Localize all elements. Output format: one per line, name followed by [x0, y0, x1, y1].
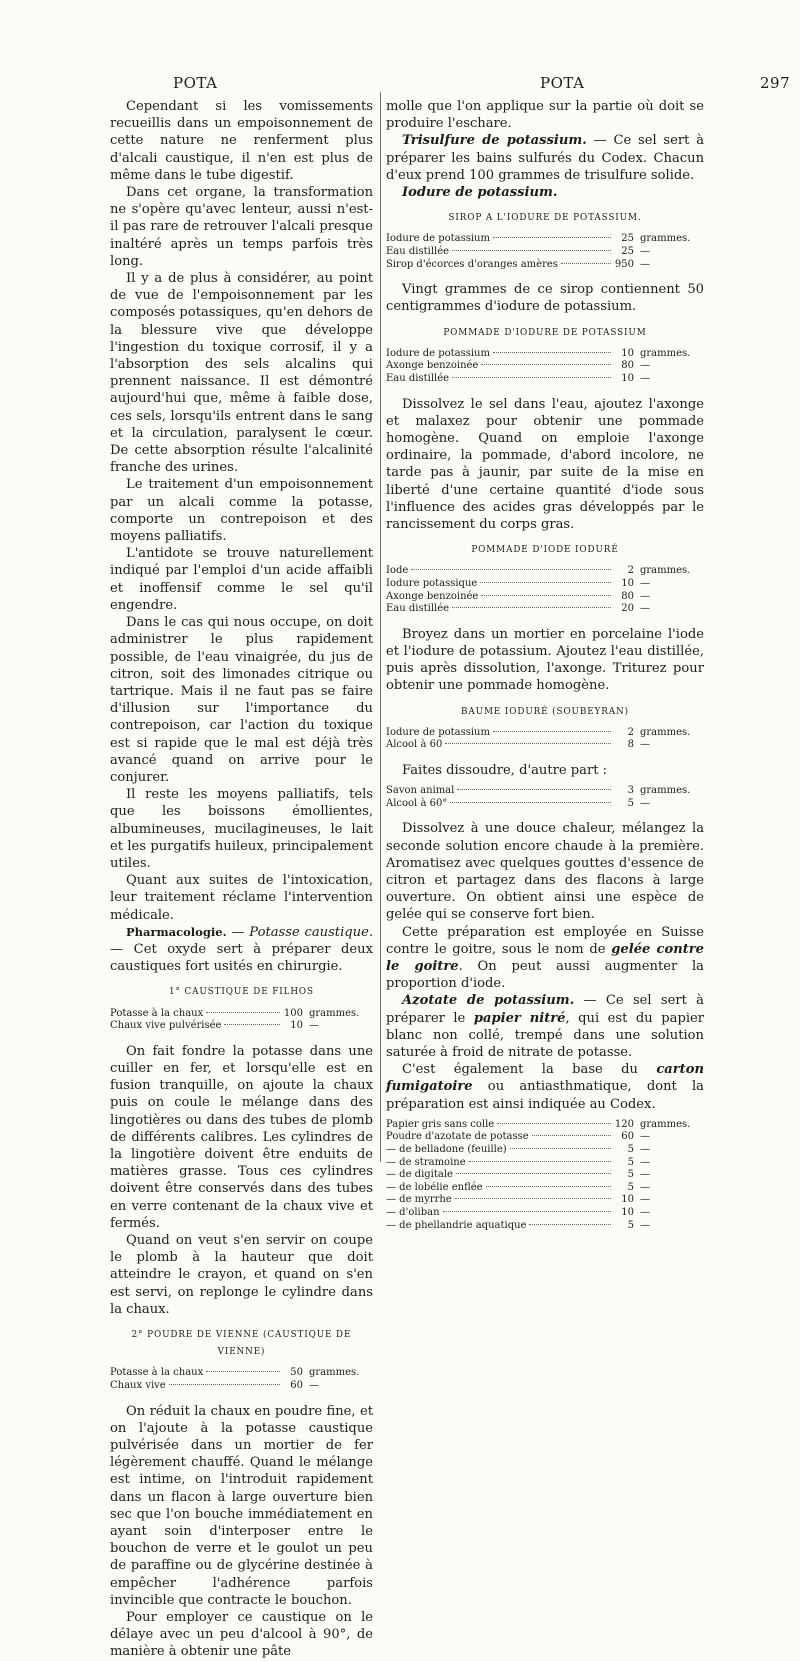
ingredient-quantity: 25: [621, 246, 634, 258]
recipe-row: [386, 798, 704, 811]
paragraph: molle que l'on applique sur la partie où doit se produire l'eschare.: [386, 99, 704, 132]
ingredient-unit: —: [640, 1156, 650, 1168]
recipe-row: [386, 1131, 704, 1144]
ingredient-name: Eau distillée: [386, 246, 450, 258]
ingredient-name: Potasse à la chaux: [110, 1007, 204, 1019]
leader-dots: [452, 250, 611, 251]
leader-dots: [493, 237, 611, 238]
paragraph: Broyez dans un mortier en porcelaine l'iode et l'iodure de potassium. Ajoutez l'eau distillée, puis après dissolution, l'axonge. Triturez pour obtenir une pommade homogène.: [386, 626, 704, 694]
recipe-table: [386, 565, 704, 615]
ingredient-quantity: 10: [621, 347, 634, 359]
ingredient-unit: —: [640, 1219, 650, 1231]
running-head-left: POTA: [173, 74, 218, 92]
ingredient-unit: —: [640, 590, 650, 602]
ingredient-unit: grammes.: [309, 1007, 360, 1019]
right-column: [386, 98, 704, 1242]
recipe-row: [110, 1008, 373, 1021]
leader-dots: [450, 802, 611, 803]
recipe-title: BAUME IODURÉ (SOUBEYRAN): [461, 706, 629, 717]
ingredient-quantity: 10: [621, 1207, 634, 1218]
recipe-table: [110, 1367, 373, 1392]
ingredient-quantity: 10: [290, 1020, 303, 1032]
recipe-row: [386, 1119, 704, 1132]
ingredient-quantity: 5: [627, 1219, 634, 1231]
emphasis: gelée contre le goitre: [386, 941, 704, 975]
running-head-center: POTA: [540, 74, 585, 92]
recipe-table: [386, 348, 704, 386]
section-label: Pharmacologie.: [126, 924, 227, 939]
leader-dots: [452, 607, 611, 608]
leader-dots: [480, 582, 611, 583]
recipe-row: [386, 739, 704, 752]
ingredient-name: Savon animal: [386, 785, 455, 797]
ingredient-name: — de myrrhe: [386, 1194, 452, 1206]
leader-dots: [510, 1148, 611, 1149]
ingredient-unit: —: [640, 360, 650, 372]
recipe-table: [386, 233, 704, 271]
ingredient-unit: grammes.: [309, 1367, 360, 1379]
leader-dots: [493, 731, 611, 732]
paragraph: Azotate de potassium. — Ce sel sert à préparer le papier nitré, qui est du papier blanc non collé, trempé dans une solution saturée à froid de nitrate de potasse.: [386, 993, 705, 1061]
ingredient-quantity: 10: [621, 1194, 634, 1206]
ingredient-name: Axonge benzoinée: [386, 360, 479, 372]
recipe-row: [386, 1157, 704, 1170]
leader-dots: [481, 364, 611, 365]
paragraph: Il reste les moyens palliatifs, tels que les boissons émollientes, albumineuses, mucilagineuses, le lait et les purgatifs huileux, principalement utiles.: [110, 787, 373, 871]
ingredient-unit: —: [640, 1207, 650, 1218]
ingredient-name: — de digitale: [386, 1169, 453, 1181]
recipe-row: [386, 1182, 704, 1195]
recipe-row: [386, 578, 704, 591]
paragraph: Faites dissoudre, d'autre part :: [402, 763, 608, 778]
leader-dots: [169, 1384, 280, 1385]
recipe-row: [386, 1144, 704, 1157]
leader-dots: [497, 1123, 611, 1124]
ingredient-unit: grammes.: [640, 347, 691, 359]
recipe-row: [386, 259, 704, 272]
leader-dots: [457, 789, 611, 790]
paragraph: Cette préparation est employée en Suisse contre le goitre, sous le nom de gelée contre le goitre. On peut aussi augmenter la proportion d'iode.: [386, 924, 704, 992]
ingredient-unit: grammes.: [640, 233, 691, 245]
ingredient-unit: —: [640, 373, 650, 384]
recipe-row: [386, 246, 704, 259]
leader-dots: [532, 1135, 611, 1136]
ingredient-name: — de phellandrie aquatique: [386, 1219, 527, 1231]
recipe-table: [110, 1008, 373, 1033]
leader-dots: [486, 1186, 611, 1187]
ingredient-name: Potasse à la chaux: [110, 1367, 204, 1379]
recipe-row: [386, 360, 704, 373]
paragraph: Trisulfure de potassium. — Ce sel sert à préparer les bains sulfurés du Codex. Chacun d'eux prend 100 grammes de trisulfure solide.: [386, 133, 704, 183]
ingredient-quantity: 60: [621, 1131, 634, 1143]
recipe-title: SIROP A L'IODURE DE POTASSIUM.: [448, 213, 642, 224]
ingredient-name: Eau distillée: [386, 603, 450, 615]
leader-dots: [206, 1012, 280, 1013]
section-title: Iodure de potassium.: [402, 185, 558, 201]
recipe-row: [110, 1367, 373, 1380]
ingredient-name: Iodure de potassium: [386, 347, 490, 359]
ingredient-unit: —: [640, 1169, 650, 1181]
section-title: Trisulfure de potassium.: [402, 133, 587, 149]
paragraph: Le traitement d'un empoisonnement par un alcali comme la potasse, comporte un contrepoison et des moyens palliatifs.: [110, 477, 373, 545]
ingredient-quantity: 950: [614, 258, 634, 270]
ingredient-name: Chaux vive pulvérisée: [110, 1020, 222, 1032]
column-divider: [380, 92, 381, 1162]
recipe-row: [386, 565, 704, 578]
leader-dots: [206, 1371, 280, 1372]
ingredient-name: Iodure de potassium: [386, 726, 490, 738]
recipe-row: [386, 591, 704, 604]
recipe-row: [386, 348, 704, 361]
paragraph: Dissolvez à une douce chaleur, mélangez la seconde solution encore chaude à la première. Aromatisez avec quelques gouttes d'essence de citron et partagez dans des flacons à large ouverture. On obtient ainsi une espèce de gelée qui se conserve fort bien.: [386, 821, 704, 923]
ingredient-name: Axonge benzoinée: [386, 590, 479, 602]
page-number: 297: [760, 74, 791, 92]
ingredient-quantity: 8: [627, 739, 634, 751]
paragraph: On réduit la chaux en poudre fine, et on l'ajoute à la potasse caustique pulvérisée dans un mortier de fer légèrement chauffé. Quand le mélange est intime, on l'introduit rapidement dans un flacon à large ouverture bien sec que l'on bouche immédiatement en ayant soin d'interposer entre le bouchon de verre et le goulot un peu de paraffine ou de glycérine destinée à empêcher l'adhérence parfois invincible que contracte le bouchon.: [110, 1403, 373, 1608]
ingredient-unit: —: [640, 258, 650, 270]
ingredient-quantity: 5: [627, 797, 634, 809]
ingredient-unit: —: [640, 1131, 650, 1143]
ingredient-unit: —: [640, 739, 650, 751]
ingredient-quantity: 5: [627, 1156, 634, 1168]
paragraph: Dans le cas qui nous occupe, on doit administrer le plus rapidement possible, de l'eau vinaigrée, du jus de citron, soit des limonades citrique ou tartrique. Mais il ne faut pas se faire d'illusion sur l'importance du contrepoison, car l'action du toxique est si rapide que le mal est déjà très avancé quand on arrive pour le conjurer.: [110, 615, 373, 785]
leader-dots: [443, 1211, 611, 1212]
recipe-row: [386, 603, 704, 616]
paragraph: C'est également la base du carton fumigatoire ou antiasthmatique, dont la préparation est ainsi indiquée au Codex.: [386, 1062, 704, 1112]
ingredient-unit: —: [640, 1194, 650, 1206]
ingredient-name: Iode: [386, 565, 409, 577]
paragraph: Pharmacologie. — Potasse caustique. — Cet oxyde sert à préparer deux caustiques fort usités en chirurgie.: [110, 924, 373, 975]
leader-dots: [452, 377, 611, 378]
paragraph: Il y a de plus à considérer, au point de vue de l'empoisonnement par les composés potassiques, qu'en dehors de la blessure vive que développe l'ingestion du toxique corrosif, il y a l'absorption des sels alcalins qui prennent naissance. Il est démontré aujourd'hui que, même à faible dose, ces sels, lorsqu'ils entrent dans le sang et la circulation, paralysent le cœur. De cette absorption résulte l'alcalinité franche des urines.: [110, 271, 373, 476]
ingredient-quantity: 80: [621, 360, 634, 372]
ingredient-name: — de belladone (feuille): [386, 1144, 507, 1156]
ingredient-unit: —: [309, 1020, 319, 1032]
paragraph: Cependant si les vomissements recueillis dans un empoisonnement de cette nature ne renferment plus d'alcali caustique, il n'en est plus de même dans le tube digestif.: [110, 99, 373, 183]
leader-dots: [411, 569, 611, 570]
ingredient-name: Papier gris sans colle: [386, 1118, 495, 1130]
leader-dots: [493, 352, 611, 353]
recipe-row: [386, 727, 704, 740]
ingredient-unit: grammes.: [640, 726, 691, 738]
ingredient-quantity: 2: [627, 726, 634, 738]
ingredient-quantity: 10: [621, 373, 634, 384]
section-title: Azotate de potassium.: [402, 993, 575, 1009]
recipe-title: POMMADE D'IODURE DE POTASSIUM: [443, 327, 647, 338]
ingredient-unit: —: [640, 1181, 650, 1193]
recipe-row: [386, 1220, 704, 1233]
ingredient-name: Iodure de potassium: [386, 233, 490, 245]
left-column: [110, 98, 373, 1661]
paragraph: Pour employer ce caustique on le délaye avec un peu d'alcool à 90°, de manière à obtenir une pâte: [110, 1610, 373, 1660]
recipe-row: [386, 373, 704, 386]
ingredient-quantity: 120: [614, 1118, 634, 1130]
recipe-row: [386, 1207, 704, 1220]
paragraph: Quand on veut s'en servir on coupe le plomb à la hauteur que doit atteindre le crayon, et quand on s'en est servi, on replonge le cylindre dans la chaux.: [110, 1232, 373, 1317]
ingredient-unit: grammes.: [640, 785, 691, 797]
ingredient-quantity: 5: [627, 1181, 634, 1193]
recipe-title: 2° POUDRE DE VIENNE (CAUSTIQUE DE VIENNE): [131, 1330, 352, 1358]
leader-dots: [445, 743, 611, 744]
recipe-row: [110, 1020, 373, 1033]
paragraph: Dissolvez le sel dans l'eau, ajoutez l'axonge et malaxez pour obtenir une pommade homogène. Quand on emploie l'axonge ordinaire, la pommade, d'abord incolore, ne tarde pas à jaunir, par suite de la mise en liberté d'une certaine quantité d'iode sous l'influence des acides gras développés par le rancissement du corps gras.: [386, 396, 704, 533]
ingredient-name: — de lobélie enflée: [386, 1181, 483, 1193]
paragraph: Quant aux suites de l'intoxication, leur traitement réclame l'intervention médicale.: [110, 873, 373, 923]
recipe-title: POMMADE D'IODE IODURÉ: [471, 545, 619, 556]
leader-dots: [455, 1198, 611, 1199]
ingredient-unit: —: [640, 1144, 650, 1156]
paragraph: Dans cet organe, la transformation ne s'opère qu'avec lenteur, aussi n'est-il pas rare de retrouver l'alcali presque inaltéré après un temps parfois très long.: [110, 185, 373, 269]
ingredient-name: Chaux vive: [110, 1380, 166, 1391]
ingredient-quantity: 5: [627, 1144, 634, 1156]
ingredient-unit: —: [640, 797, 650, 809]
paragraph: On fait fondre la potasse dans une cuiller en fer, et lorsqu'elle est en fusion tranquille, on ajoute la chaux puis on coule le mélange dans des lingotières ou dans des tubes de plomb de différents calibres. Les cylindres de la lingotière doivent être enduits de matières grasse. Tous ces cylindres doivent être conservés dans des tubes en verre contenant de la chaux vive et fermés.: [110, 1043, 373, 1231]
recipe-title: 1° CAUSTIQUE DE FILHOS: [169, 987, 314, 998]
emphasis: carton fumigatoire: [386, 1062, 704, 1095]
leader-dots: [481, 595, 611, 596]
ingredient-unit: grammes.: [640, 565, 691, 577]
ingredient-quantity: 100: [283, 1007, 303, 1019]
ingredient-quantity: 3: [627, 785, 634, 797]
ingredient-unit: —: [309, 1380, 319, 1391]
ingredient-unit: —: [640, 246, 650, 258]
ingredient-quantity: 2: [627, 565, 634, 577]
leader-dots: [469, 1161, 611, 1162]
ingredient-unit: —: [640, 578, 650, 590]
ingredient-quantity: 80: [621, 590, 634, 602]
ingredient-name: Poudre d'azotate de potasse: [386, 1131, 529, 1143]
ingredient-name: — de stramoine: [386, 1156, 466, 1168]
leader-dots: [456, 1173, 611, 1174]
paragraph: Vingt grammes de ce sirop contiennent 50 centigrammes d'iodure de potassium.: [386, 282, 704, 315]
recipe-row: [386, 785, 704, 798]
recipe-table: [386, 1119, 704, 1232]
section-title: Potasse caustique.: [249, 924, 373, 940]
ingredient-unit: grammes.: [640, 1118, 691, 1130]
emphasis: papier nitré: [473, 1010, 566, 1026]
recipe-row: [110, 1380, 373, 1393]
recipe-row: [386, 1194, 704, 1207]
ingredient-quantity: 5: [627, 1169, 634, 1181]
ingredient-quantity: 20: [621, 603, 634, 615]
paragraph: L'antidote se trouve naturellement indiqué par l'emploi d'un acide affaibli et inoffensif comme le sel qu'il engendre.: [110, 546, 373, 613]
leader-dots: [224, 1024, 280, 1025]
ingredient-name: Eau distillée: [386, 373, 450, 384]
ingredient-quantity: 10: [621, 578, 634, 590]
leader-dots: [561, 263, 611, 264]
ingredient-quantity: 60: [290, 1380, 303, 1391]
recipe-row: [386, 1169, 704, 1182]
ingredient-name: Alcool à 60°: [386, 797, 448, 809]
ingredient-name: Iodure potassique: [386, 578, 478, 590]
recipe-table: [386, 727, 704, 752]
ingredient-name: — d'oliban: [386, 1207, 440, 1218]
recipe-table: [386, 785, 704, 810]
ingredient-name: Sirop d'écorces d'oranges amères: [386, 258, 558, 270]
ingredient-quantity: 25: [621, 233, 634, 245]
recipe-row: [386, 233, 704, 246]
ingredient-quantity: 50: [290, 1367, 303, 1379]
paragraph: [386, 184, 704, 201]
ingredient-unit: —: [640, 603, 650, 615]
ingredient-name: Alcool à 60: [386, 739, 443, 751]
